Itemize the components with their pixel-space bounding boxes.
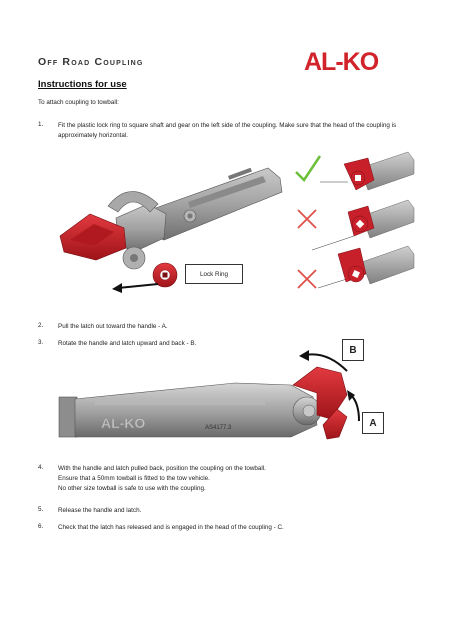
step-1-text: Fit the plastic lock ring to square shaft and gear on the left side of the coupling. Make sure that the head of the coupling is approximately horizontal.: [58, 122, 397, 139]
lock-ring-label: Lock Ring: [185, 264, 243, 284]
step-6-number: 6.: [38, 523, 44, 530]
arrow-a: [351, 395, 359, 421]
correct-orientation-example: [296, 152, 414, 190]
check-icon: [296, 156, 320, 180]
section-heading: Instructions for use: [38, 79, 127, 90]
step-5-text: Release the handle and latch.: [58, 507, 142, 514]
step-4-line-3: No other size towball is safe to use with the coupling.: [58, 485, 206, 492]
step-4-text: [58, 464, 266, 494]
step-3-text: Rotate the handle and latch upward and back - B.: [58, 340, 197, 347]
step-2-number: 2.: [38, 322, 44, 329]
alko-logo: [304, 48, 420, 74]
direction-arrow: [118, 284, 158, 288]
label-a: A: [362, 412, 384, 434]
step-1-number: 1.: [38, 121, 44, 128]
step-6-text: Check that the latch has released and is engaged in the head of the coupling - C.: [58, 524, 284, 531]
cross-icon: [298, 270, 316, 288]
shackle: [108, 191, 158, 212]
arrow-b: [305, 354, 347, 371]
intro-text: To attach coupling to towball:: [38, 99, 119, 106]
step-4-number: 4.: [38, 464, 44, 471]
coupling-lock-ring-figure: [38, 148, 288, 298]
step-3-number: 3.: [38, 339, 44, 346]
document-title: Off Road Coupling: [38, 56, 144, 68]
step-4-line-2: Ensure that a 50mm towball is fitted to the tow vehicle.: [58, 475, 210, 482]
pivot-bolt: [303, 405, 315, 417]
step-5-number: 5.: [38, 506, 44, 513]
step-4-line-1: With the handle and latch pulled back, position the coupling on the towball.: [58, 465, 266, 472]
handle-latch-figure: [55, 345, 385, 445]
step-2-text: Pull the latch out toward the handle - A.: [58, 323, 168, 330]
alko-logo-text: AL-KO: [304, 48, 379, 74]
model-code: AS4177.3: [205, 425, 232, 431]
body-brand-emboss: AL-KO: [101, 415, 146, 431]
incorrect-orientation-example-1: [298, 200, 414, 250]
label-b: B: [342, 339, 364, 361]
incorrect-orientation-example-2: [298, 246, 414, 288]
cross-icon: [298, 210, 316, 228]
orientation-examples: [290, 150, 418, 300]
